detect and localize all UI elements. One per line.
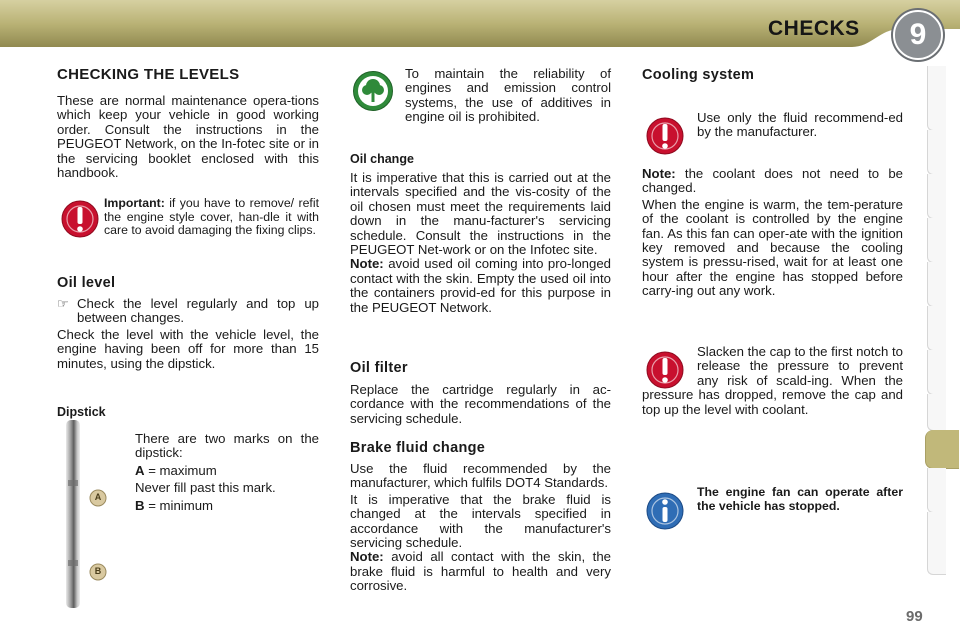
chapter-tab-10[interactable] bbox=[927, 468, 946, 513]
tree-icon bbox=[352, 70, 394, 112]
chapter-tab-9-active[interactable] bbox=[925, 430, 959, 469]
oil-filter-block bbox=[350, 383, 611, 426]
brake-fluid-block bbox=[350, 462, 611, 594]
important-text: if you have to remove/ refit the engine style cover, han-dle it with care to avoid damaging the fixing clips. bbox=[104, 196, 319, 237]
section-heading-cooling-system: Cooling system bbox=[642, 67, 755, 83]
section-heading-brake-fluid: Brake fluid change bbox=[350, 440, 486, 456]
dipstick-mark-a-label: A bbox=[94, 492, 102, 502]
pointing-hand-icon: ☞ bbox=[57, 296, 69, 311]
dipstick-illustration bbox=[62, 420, 118, 610]
brake-note-label: Note: bbox=[350, 549, 384, 565]
slacken-cap-span: Slacken the cap to the first notch to release the pressure to prevent any risk of scald-ing. When the pressure has dropped, remove the cap and top up the level with coolant. bbox=[642, 344, 903, 417]
chapter-tab-2[interactable] bbox=[927, 130, 946, 175]
brake-note bbox=[350, 550, 611, 593]
additives-text: To maintain the reliability of engines and emission control systems, the use of additives in engine oil is prohibited. bbox=[405, 66, 611, 125]
mark-a-line bbox=[135, 464, 319, 478]
important-label: Important: bbox=[104, 196, 165, 210]
oil-level-text: Check the level with the vehicle level, the engine having been off for more than 15 minutes, using the dipstick. bbox=[57, 326, 319, 371]
mark-b-line bbox=[135, 499, 319, 513]
brake-text-1: Use the fluid recommended by the manufacturer, which fulfils DOT4 Standards. bbox=[350, 461, 611, 491]
info-note bbox=[697, 486, 903, 513]
brake-note-text: avoid all contact with the skin, the brake fluid is harmful to health and very corrosive. bbox=[350, 549, 611, 594]
chapter-tabs bbox=[927, 66, 960, 576]
cooling-note-block bbox=[642, 167, 903, 299]
chapter-tab-8[interactable] bbox=[927, 394, 946, 431]
chapter-tab-3[interactable] bbox=[927, 174, 946, 219]
cooling-note-text: the coolant does not need to be changed. bbox=[642, 166, 903, 196]
note-label: Note: bbox=[350, 256, 384, 272]
intro-paragraph bbox=[57, 94, 319, 180]
engine-fan-info-text: The engine fan can operate after the vehicle has stopped. bbox=[697, 485, 903, 513]
cooling-note bbox=[642, 167, 903, 196]
cooling-note-label: Note: bbox=[642, 166, 676, 181]
additives-note bbox=[405, 67, 611, 125]
oil-change-block bbox=[350, 171, 611, 315]
page-header bbox=[0, 0, 960, 62]
mark-a-text: = maximum bbox=[144, 462, 217, 478]
info-icon bbox=[645, 491, 685, 531]
intro-text: These are normal maintenance opera-tions which keep your vehicle in good working order. Consult the instructions in the PEUGEOT Network, on the In-fotec site or in the servicing booklet enclosed with this handbook. bbox=[57, 93, 319, 181]
oil-change-text: It is imperative that this is carried out at the intervals specified and the vis-cosity of the oil chosen must meet the requirements laid down in the manu-facturer's servicing schedule. Consult the instructions in the PEUGEOT Net-work or on the Infotec site. bbox=[350, 170, 611, 258]
oil-level-block bbox=[57, 297, 319, 371]
oil-level-bullet-text: Check the level regularly and top up between changes. bbox=[77, 296, 319, 326]
chapter-tab-5[interactable] bbox=[927, 262, 946, 307]
important-note bbox=[104, 197, 319, 238]
brake-text-2: It is imperative that the brake fluid is changed at the intervals specified in accordance with the manufacturer's servicing schedule. bbox=[350, 491, 611, 551]
warning-icon bbox=[645, 116, 685, 156]
chapter-tab-1[interactable] bbox=[927, 66, 946, 131]
warning-icon bbox=[60, 199, 100, 239]
mark-b-letter: B bbox=[135, 497, 145, 513]
chapter-tab-4[interactable] bbox=[927, 218, 946, 263]
slacken-cap-block bbox=[642, 345, 903, 417]
dipstick-marks-block bbox=[135, 432, 319, 513]
coolant-fluid-warning bbox=[697, 111, 903, 140]
oil-change-note bbox=[350, 257, 611, 315]
chapter-tab-7[interactable] bbox=[927, 350, 946, 395]
section-heading-oil-filter: Oil filter bbox=[350, 360, 408, 376]
never-fill-text: Never fill past this mark. bbox=[135, 480, 276, 496]
chapter-number-badge: 9 bbox=[893, 10, 943, 60]
section-heading-dipstick: Dipstick bbox=[57, 405, 106, 419]
page-title: CHECKS bbox=[768, 17, 860, 40]
engine-warm-text: When the engine is warm, the tem-perature of the coolant is controlled by the engine fan. As this fan can oper-ate with the ignition key removed and because the cooling system is pressu-rised, wait for at least one hour after the engine has stopped before carry-ing out any work. bbox=[642, 196, 903, 299]
chapter-tab-11[interactable] bbox=[927, 512, 946, 575]
oil-change-note-text: avoid used oil coming into pro-longed contact with the skin. Empty the used oil into the containers provid-ed for this purpose in the PEUGEOT Network. bbox=[350, 256, 611, 315]
coolant-fluid-warning-text: Use only the fluid recommend-ed by the manufacturer. bbox=[697, 110, 903, 140]
mark-b-text: = minimum bbox=[144, 497, 214, 513]
oil-level-bullet bbox=[57, 297, 319, 326]
chapter-tab-6[interactable] bbox=[927, 306, 946, 351]
section-heading-oil-level: Oil level bbox=[57, 275, 116, 291]
section-heading-checking-levels: CHECKING THE LEVELS bbox=[57, 66, 240, 83]
page-number: 99 bbox=[906, 608, 923, 625]
oil-filter-text: Replace the cartridge regularly in ac-cordance with the recommendations of the servicing schedule. bbox=[350, 382, 611, 426]
dipstick-mark-b-label: B bbox=[94, 566, 102, 576]
slacken-cap-text bbox=[642, 345, 903, 417]
mark-a-letter: A bbox=[135, 462, 145, 478]
section-heading-oil-change: Oil change bbox=[350, 152, 414, 166]
dipstick-intro: There are two marks on the dipstick: bbox=[135, 431, 319, 461]
